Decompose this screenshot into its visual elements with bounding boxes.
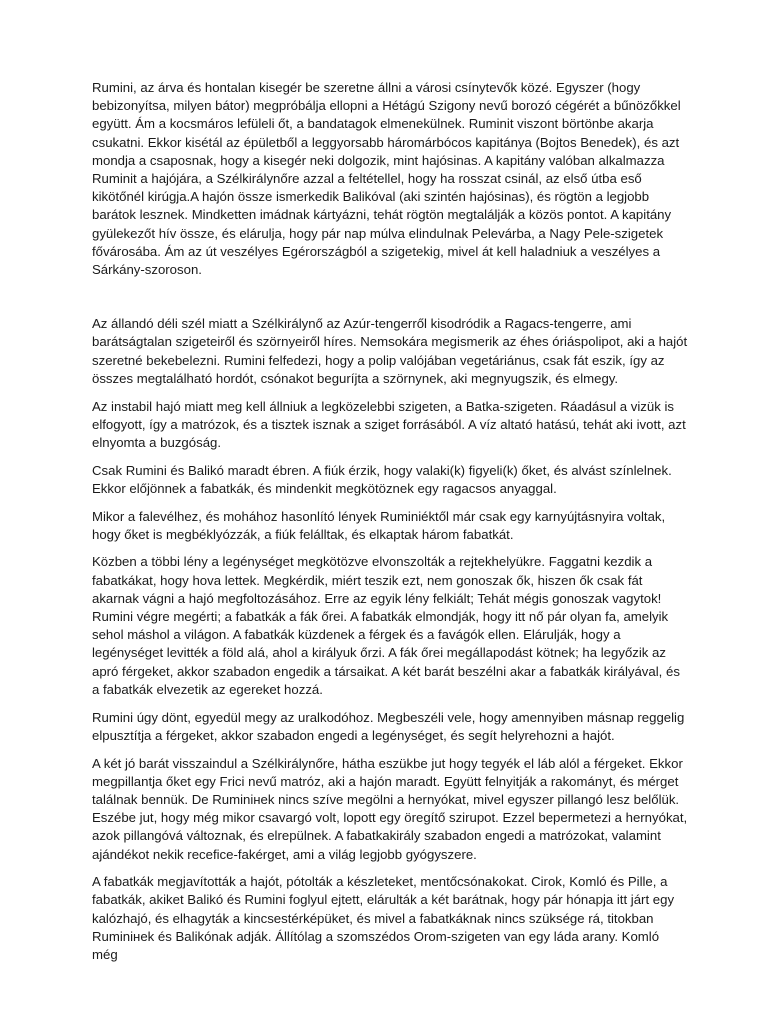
paragraph-gap — [92, 297, 688, 315]
paragraph-3: Az instabil hajó miatt meg kell állniuk a legközelebbi szigeten, a Batka-szigeten. Ráadásul a vizük is elfogyott, így a matrózok, és a tisztek isznak a sziget forrásából. A víz altató hatású, tehát aki ivott, azt elnyomta a buzgóság. — [92, 398, 686, 450]
paragraph-6: Közben a többi lény a legénységet megkötözve elvonszolták a rejtekhelyükre. Faggatni kezdik a fabatkákat, hogy hova lettek. Megkérdik, miért teszik ezt, nem gonoszak ők, hiszen ők csak fát akarnak vágni a hajó megfoltozásához. Erre az egyik lény felkiált; Tehát mégis gonoszak vagytok! Rumini végre megérti; a fabatkák a fák őrei. A fabatkák elmondják, hogy itt nő pár olyan fa, amelyik sehol máshol a világon. A fabatkák küzdenek a férgek és a favágók ellen. Elárulják, hogy a legénységet levitték a föld alá, ahol a királyuk őrzi. A fák őrei megállapodást kötnek; ha legyőzik az apró férgeket, akkor szabadon engedik a társaikat. A két barát beszélni akar a fabatkák királyával, és a fabatkák elvezetik az egereket hozzá. — [92, 554, 680, 697]
paragraph-7: Rumini úgy dönt, egyedül megy az uralkodóhoz. Megbeszéli vele, hogy amennyiben másnap reggelig elpusztítja a férgeket, akkor szabadon engedi a legénységet, és segít helyrehozni a hajót. — [92, 709, 685, 743]
document-page — [92, 79, 688, 974]
paragraph-2: Az állandó déli szél miatt a Szélkirálynő az Azúr-tengerről kisodródik a Ragacs-tengerre, ami barátságtalan szigeteiről és szörnyeiről híres. Nemsokára megismerik az éhes óriáspolipot, aki a hajót szeretné bekebelezni. Rumini felfedezi, hogy a polip valójában vegetáriánus, csak fát eszik, így az összes megtalálható hordót, csónakot beguríjta a szörnynek, aki megnyugszik, és elmegy. — [92, 316, 688, 386]
paragraph-1: Rumini, az árva és hontalan kisegér be szeretne állni a városi csínytevők közé. Egyszer (hogy bebizonyítsa, milyen bátor) megpróbálja ellopni a Hétágú Szigony nevű borozó cégérét a bűnözőkkel együtt. Ám a kocsmáros lefüleli őt, a bandatagok elmenekülnek. Ruminit viszont börtönbe akarja csukatni. Ekkor kisétál az épületből a leggyorsabb háromárbócos kapitánya (Bojtos Benedek), és azt mondja a csaposnak, hogy a kisegér neki dolgozik, mint hajósinas. A kapitány valóban alkalmazza Ruminit a hajójára, a Szélkirálynőre azzal a feltétellel, hogy ha rosszat csinál, az első útba eső kikötőnél kirúgja.A hajón össze ismerkedik Balikóval (aki szintén hajósinas), és rögtön a legjobb barátok lesznek. Mindketten imádnak kártyázni, tehát rögtön megtalálják a közös pontot. A kapitány gyülekezőt hív össze, és elárulja, hogy pár nap múlva elindulnak Pelevárba, a Nagy Pele-szigetek fővárosába. Ám az út veszélyes Egérországból a szigetekig, mivel át kell haladniuk a veszélyes a Sárkány-szoroson. — [92, 80, 681, 278]
paragraph-8: A két jó barát visszaindul a Szélkirálynőre, hátha eszükbe jut hogy tegyék el láb alól a férgeket. Ekkor megpillantja őket egy Frici nevű matróz, aki a hajón maradt. Együtt felnyitják a rakományt, és mérget találnak bennük. De Ruminінek nincs szíve megölni a hernyókat, mivel egyszer pillangó lesz belőlük. Eszébe jut, hogy még mikor csavargó volt, lopott egy öregítő szirupot. Ezzel bepermetezi a hernyókat, azok pillangóvá változnak, és elrepülnek. A fabatkakirály szabadon engedi a matrózokat, valamint ajándékot nekik recefice-fakérget, ami a világ legjobb gyógyszere. — [92, 755, 688, 862]
paragraph-5: Mikor a falevélhez, és mohához hasonlító lények Ruminiéktől már csak egy karnyújtásnyira voltak, hogy őket is megbéklyózzák, a fiúk felálltak, és elkaptak három fabatkát. — [92, 508, 666, 542]
paragraph-4: Csak Rumini és Balikó maradt ébren. A fiúk érzik, hogy valaki(k) figyeli(k) őket, és alvást színlelnek. Ekkor előjönnek a fabatkák, és mindenkit megkötöznek egy ragacsos anyaggal. — [92, 462, 672, 496]
paragraph-9: A fabatkák megjavították a hajót, pótolták a készleteket, mentőcsónakokat. Cirok, Komló és Pille, a fabatkák, akiket Balikó és Rumini foglyul ejtett, elárulták a két barátnak, hogy pár hónapja itt járt egy kalózhajó, és elhagyták a kincsestérképüket, és mivel a fabatkáknak nincs szüksége rá, titokban Ruminінek és Balikónak adják. Állítólag a szomszédos Orom-szigeten van egy láda arany. Komló még — [92, 874, 675, 963]
